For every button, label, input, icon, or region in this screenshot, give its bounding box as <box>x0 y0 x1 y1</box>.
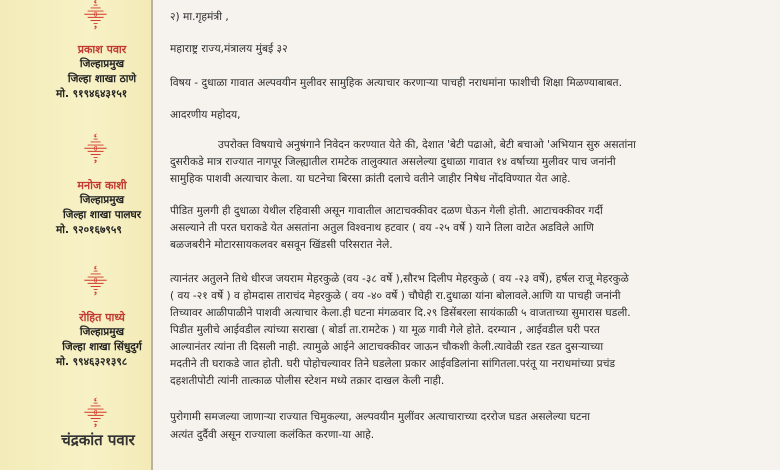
para2-line: पीडित मुलगी ही दुधाळा येथील रहिवासी असून गावातील आटाचक्कीवर दळण घेऊन गेली होती. आटाचक्कीवर गर्दी <box>170 205 603 217</box>
para3-line: दहशतीपोटी त्यांनी तात्काळ पोलीस स्टेशन मध्ये तक्रार दाखल केली नाही. <box>170 375 445 387</box>
bearer-branch: जिल्हा शाखा सिंधुदुर्ग <box>62 341 142 353</box>
emblem-icon: ⸎ <box>84 138 107 163</box>
para1-line: दुसरीकडे मात्र राज्यात नागपूर जिल्ह्यातील रामटेक तालुक्यात असलेल्या दुधाळा गावात १४ वर्षाच्या मुलीवर पाच जनांनी <box>170 156 616 168</box>
para2-line: असल्याने ती परत घराकडे येत असतांना अतुल विश्वनाथ हटवार ( वय -२५ वर्षे ) याने तिला वाटेत अडविले आणि <box>170 222 594 234</box>
emblem-icon: ⸎ <box>84 4 107 29</box>
para3-line: तिच्यावर आळीपाळीने पाशवी अत्याचार केला.ही घटना मंगळवार दि.२९ डिसेंबरला सायंकाळी ५ वाजताच्या सुमारास घडली. <box>170 307 631 319</box>
emblem-icon: ⸎ <box>84 270 107 295</box>
para1-line: सामुहिक पाशवी अत्याचार केला. या घटनेचा बिरसा क्रांती दलाचे वतीने जाहीर निषेध नोंदविण्यात येत आहे. <box>170 173 571 185</box>
emblem-icon: ⸎ <box>84 402 107 427</box>
para4-line: अत्यंत दुर्दैवी असून राज्याला कलंकित करणा-या आहे. <box>170 429 375 441</box>
office-bearer-3 <box>52 310 152 370</box>
office-bearer-2 <box>52 178 152 238</box>
bearer-role: जिल्हाप्रमुख <box>79 326 125 338</box>
para4-line: पुरोगामी समजल्या जाणाऱ्या राज्यात चिमुकल्या, अल्पवयीन मुलींवर अत्याचाराच्या दररोज घडत असलेल्या घटना <box>170 411 591 423</box>
para2-line: बळजबरीने मोटारसायकलवर बसवून खिंडसी परिसरात नेले. <box>170 239 393 251</box>
para1-line: उपरोक्त विषयाचे अनुषंगाने निवेदन करण्यात येते की, देशात 'बेटी पढाओ, बेटी बचाओ 'अभियान सुरु असतांना <box>218 139 636 151</box>
bearer-role: जिल्हाप्रमुख <box>79 194 125 206</box>
recipient-line: २) मा.गृहमंत्री , <box>170 11 229 23</box>
bearer-name: मनोज काशी <box>77 179 127 192</box>
para3-line: आल्यानंतर त्यांना ती दिसली नाही. त्यामुळे आईने आटाचक्कीवर जाऊन चौकशी केली.त्यावेळी रडत रडत दुसऱ्याच्या <box>170 341 604 353</box>
salutation: आदरणीय महोदय, <box>170 109 241 121</box>
para3-line: ( वय -२१ वर्षे ) व होमदास ताराचंद मेहरकुळे ( वय -४० वर्षे ) चौघेही रा.दुधाळा यांना बोलावले.आणि या पाचही जनांनी <box>170 290 621 302</box>
bearer-name: रोहित पाध्ये <box>79 311 125 324</box>
bearer-branch: जिल्हा शाखा पालघर <box>62 209 142 221</box>
address-line: महाराष्ट्र राज्य,मंत्रालय मुंबई ३२ <box>170 43 288 55</box>
bearer-branch: जिल्हा शाखा ठाणे <box>67 73 137 85</box>
bottom-bearer-name: चंद्रकांत पवार <box>61 431 135 449</box>
para3-line: मदतीने ती घराकडे जात होती. घरी पोहोचल्यावर तिने घडलेला प्रकार आईवडिलांना सांगितला.परंतू या नराधमांच्या प्रचंड <box>170 358 616 370</box>
office-bearer-1 <box>52 42 152 102</box>
bearer-role: जिल्हाप्रमुख <box>79 58 125 70</box>
para3-line: त्यानंतर अतुलने तिथे धीरज जयराम मेहरकुळे (वय -३८ वर्षे ),सौरभ दिलीप मेहरकुळे ( वय -२३ वर्षे), हर्षल राजू मेहरकुळे <box>170 273 629 285</box>
para3-line: पिडीत मुलीचे आईवडील त्यांच्या सराखा ( बोर्डा ता.रामटेक ) या मूळ गावी गेले होते. दरम्यान , आईवडील घरी परत <box>170 324 600 336</box>
bearer-phone: मो. ९१९४६४३१५१ <box>56 88 128 100</box>
bearer-phone: मो. ९९४६३२१३९८ <box>56 356 128 368</box>
bearer-name: प्रकाश पवार <box>77 43 127 56</box>
subject-line: विषय - दुधाळा गावात अल्पवयीन मुलीवर सामुहिक अत्याचार करणाऱ्या पाचही नराधमांना फाशीची शिक्षा मिळण्याबाबत. <box>170 77 622 89</box>
bearer-phone: मो. ९२०१६७९५९ <box>56 224 122 236</box>
